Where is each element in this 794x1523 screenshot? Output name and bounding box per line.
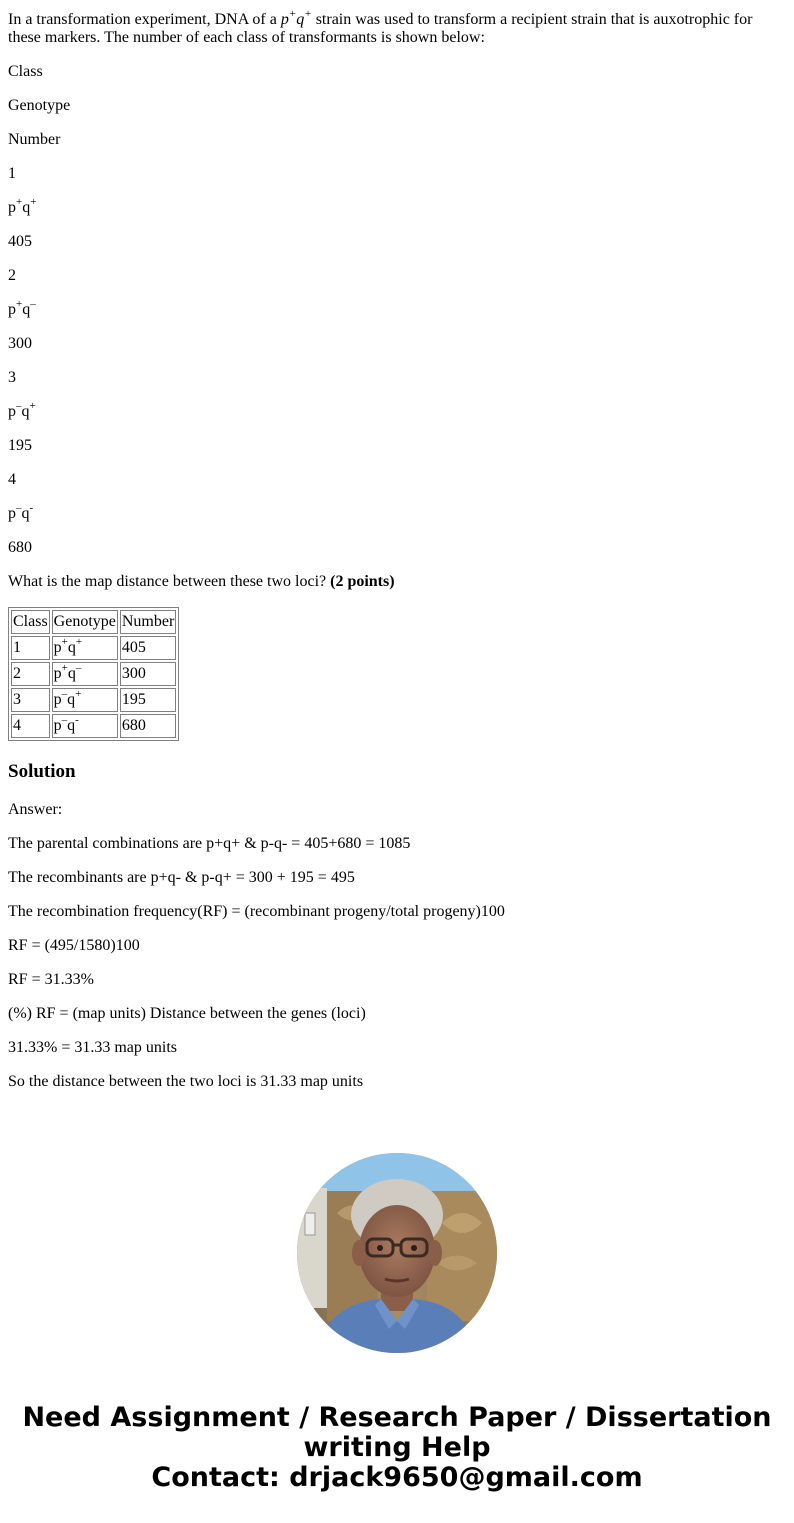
- flat-number: 680: [8, 539, 32, 556]
- solution-line: The recombinants are p+q- & p-q+ = 300 + 195 = 495: [8, 869, 355, 886]
- table-row: [11, 636, 176, 660]
- table-cell-number: 680: [120, 714, 176, 738]
- solution-line: Answer:: [8, 801, 63, 818]
- solution-line: The recombination frequency(RF) = (recombinant progeny/total progeny)100: [8, 903, 505, 920]
- flat-header-number: Number: [8, 131, 61, 148]
- table-cell-genotype: p+q–: [52, 662, 118, 686]
- solution-line: (%) RF = (map units) Distance between the genes (loci): [8, 1005, 366, 1022]
- strain-q-sup: +: [304, 7, 312, 20]
- table-header-row: [11, 610, 176, 634]
- intro-text-before: In a transformation experiment, DNA of a: [8, 11, 281, 28]
- question-prompt: What is the map distance between these two loci? (2 points): [8, 573, 395, 590]
- table-header-cell: Class: [11, 610, 50, 634]
- avatar-portrait: [297, 1153, 497, 1353]
- table-cell-number: 405: [120, 636, 176, 660]
- table-cell-number: 195: [120, 688, 176, 712]
- solution-line: RF = (495/1580)100: [8, 937, 140, 954]
- flat-header-class: Class: [8, 63, 43, 80]
- table-header-cell: Number: [120, 610, 176, 634]
- strain-p: p: [280, 11, 289, 28]
- table-row: [11, 714, 176, 738]
- intro-text-after: strain was used to transform a recipient strain that is auxotrophic for these markers. The number of each class of transformants is shown below:: [8, 11, 753, 46]
- table-cell-class: 3: [11, 688, 50, 712]
- table-cell-class: 4: [11, 714, 50, 738]
- flat-genotype: p–q+: [8, 399, 36, 420]
- table-cell-genotype: p–q-: [52, 714, 118, 738]
- solution-line: RF = 31.33%: [8, 971, 94, 988]
- table-cell-genotype: p–q+: [52, 688, 118, 712]
- document-content: [8, 7, 778, 1107]
- flat-class: 2: [8, 267, 16, 284]
- author-avatar: [297, 1153, 497, 1353]
- solution-heading: Solution: [8, 761, 76, 782]
- flat-number: 195: [8, 437, 32, 454]
- solution-line: 31.33% = 31.33 map units: [8, 1039, 178, 1056]
- table-cell-class: 2: [11, 662, 50, 686]
- flat-class: 3: [8, 369, 16, 386]
- promo-contact: Contact: drjack9650@gmail.com: [151, 1462, 643, 1493]
- flat-class: 4: [8, 471, 16, 488]
- promo-line-2: writing Help: [303, 1432, 491, 1463]
- table-cell-genotype: p+q+: [52, 636, 118, 660]
- points-label: (2 points): [330, 573, 395, 590]
- question-intro: [8, 7, 778, 47]
- solution-line: So the distance between the two loci is 31.33 map units: [8, 1073, 364, 1090]
- table-cell-number: 300: [120, 662, 176, 686]
- solution-line: The parental combinations are p+q+ & p-q- = 405+680 = 1085: [8, 835, 411, 852]
- transformants-table: [8, 607, 179, 741]
- table-header-cell: Genotype: [52, 610, 118, 634]
- strain-q: q: [296, 11, 305, 28]
- flat-class: 1: [8, 165, 16, 182]
- flat-number: 405: [8, 233, 32, 250]
- table-cell-class: 1: [11, 636, 50, 660]
- promo-line-1: Need Assignment / Research Paper / Dissertation: [22, 1402, 772, 1433]
- strain-p-sup: +: [288, 7, 297, 20]
- promo-banner: [0, 1403, 794, 1493]
- flat-genotype: p–q-: [8, 501, 34, 522]
- flat-number: 300: [8, 335, 32, 352]
- table-row: [11, 688, 176, 712]
- flat-genotype: p+q–: [8, 297, 36, 318]
- table-row: [11, 662, 176, 686]
- flat-header-genotype: Genotype: [8, 97, 71, 114]
- flat-genotype: p+q+: [8, 195, 37, 216]
